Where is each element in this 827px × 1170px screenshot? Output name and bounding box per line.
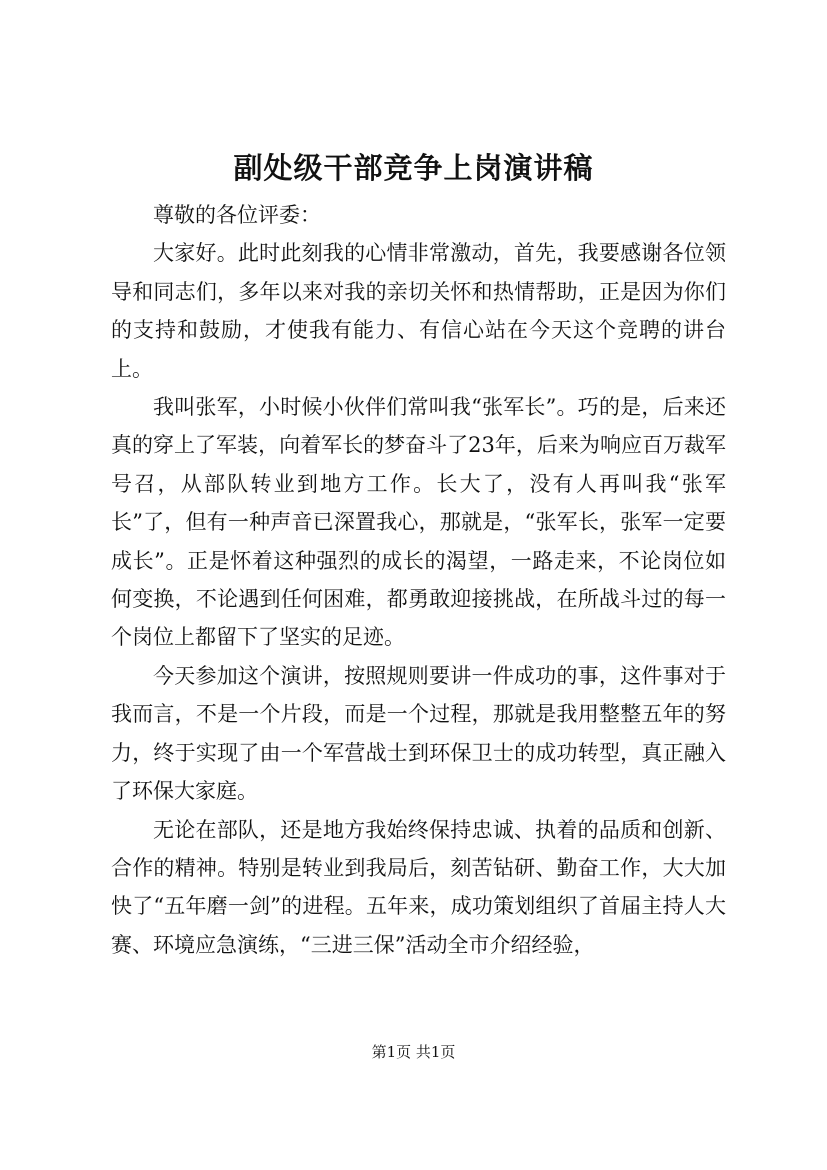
paragraph-3: 今天参加这个演讲，按照规则要讲一件成功的事，这件事对于我而言，不是一个片段，而是一个过程，那就是我用整整五年的努力，终于实现了由一个军营战士到环保卫士的成功转型，真正融入了环保大家庭。 <box>111 663 726 804</box>
page-footer: 第1页 共1页 <box>371 1043 456 1061</box>
paragraph-1: 大家好。此时此刻我的心情非常激动，首先，我要感谢各位领导和同志们，多年以来对我的亲切关怀和热情帮助，正是因为你们的支持和鼓励，才使我有能力、有信心站在今天这个竞聘的讲台上。 <box>111 241 726 381</box>
paragraph-4: 无论在部队，还是地方我始终保持忠诚、执着的品质和创新、合作的精神。特别是转业到我局后，刻苦钻研、勤奋工作，大大加快了“五年磨一剑”的进程。五年来，成功策划组织了首届主持人大赛、环境应急演练，“三进三保”活动全市介绍经验， <box>111 817 726 957</box>
paragraph-2: 我叫张军，小时候小伙伴们常叫我“张军长”。巧的是，后来还真的穿上了军装，向着军长的梦奋斗了23年，后来为响应百万裁军号召，从部队转业到地方工作。长大了，没有人再叫我“张军长”了，但有一种声音已深置我心，那就是，“张军长，张军一定要成长”。正是怀着这种强烈的成长的渴望，一路走来，不论岗位如何变换，不论遇到任何困难，都勇敢迎接挑战，在所战斗过的每一个岗位上都留下了坚实的足迹。 <box>111 395 726 650</box>
document-title: 副处级干部竞争上岗演讲稿 <box>233 151 594 185</box>
document-body <box>111 196 726 964</box>
salutation: 尊敬的各位评委： <box>153 203 321 227</box>
